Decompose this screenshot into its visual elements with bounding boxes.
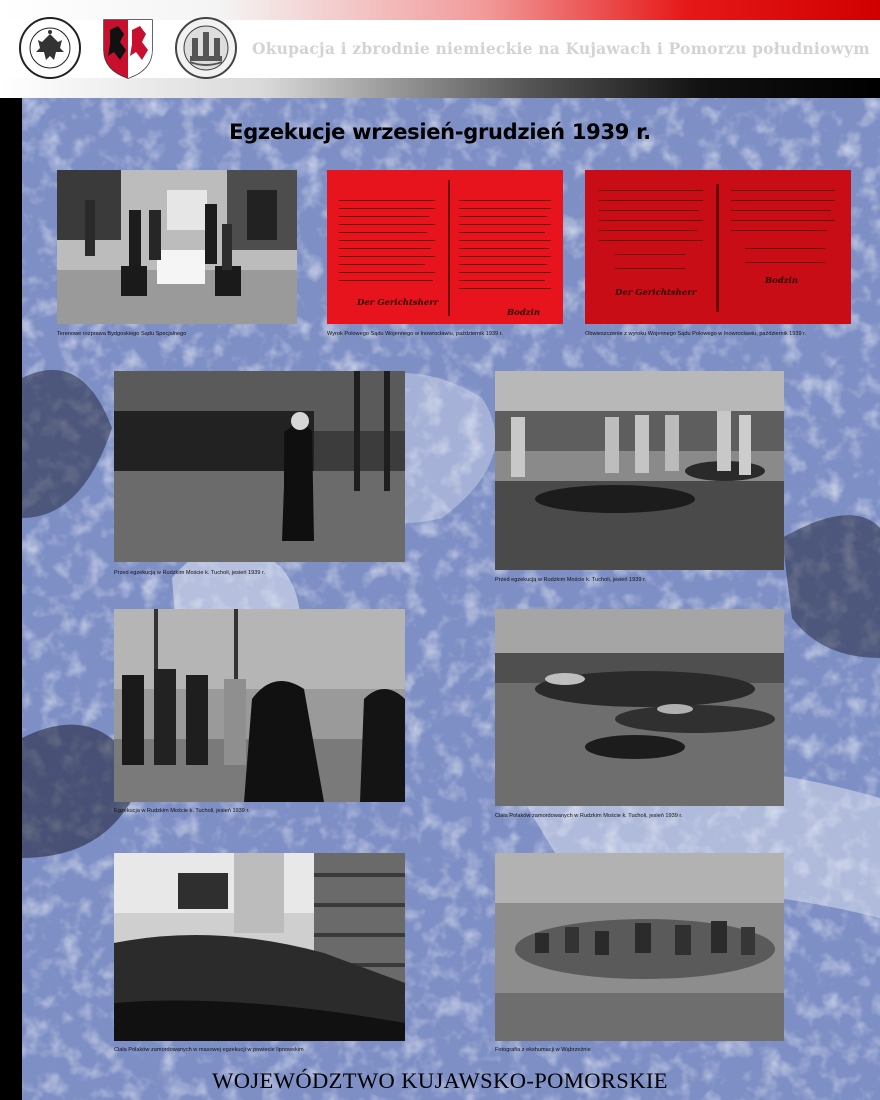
photo-before-execution-1	[114, 371, 405, 562]
doc-text-line	[615, 254, 685, 255]
doc-text-line	[339, 200, 435, 201]
photo-before-execution-2	[495, 371, 784, 570]
doc-text-line	[339, 248, 431, 249]
doc-text-line	[599, 190, 703, 191]
doc-divider	[448, 180, 450, 316]
main-title: Egzekucje wrzesień-grudzień 1939 r.	[229, 120, 651, 144]
ipn-seal-logo	[18, 16, 82, 80]
bydgoszcz-seal-logo	[174, 16, 238, 80]
doc-text-line	[599, 220, 703, 221]
doc-text-line	[599, 240, 703, 241]
doc-text-line	[339, 272, 435, 273]
photo-exhumation	[495, 853, 784, 1041]
photo-mass-execution	[114, 853, 405, 1041]
doc-text-line	[731, 210, 831, 211]
doc-text-line	[731, 190, 835, 191]
caption-mass-execution: Ciała Polaków zamordowanych w masowej egzekucji w powiecie lipnowskim	[114, 1047, 304, 1053]
doc-text-line	[599, 230, 697, 231]
doc-text-line	[339, 280, 433, 281]
doc-heading: Der Gerichtsherr	[357, 298, 439, 308]
header	[0, 0, 880, 98]
document-announcement	[585, 170, 851, 324]
caption-verdict: Wyrok Polowego Sądu Wojennego w Inowrocławiu, październik 1939 r.	[327, 331, 503, 337]
doc-text-line	[459, 272, 551, 273]
caption-exhumation: Fotografia z ekshumacji w Wąbrzeźnie	[495, 1047, 591, 1053]
doc-text-line	[459, 256, 551, 257]
caption-victims-bodies: Ciała Polaków zamordowanych w Rudzkim Moście k. Tucholi, jesień 1939 r.	[495, 813, 683, 819]
doc-text-line	[459, 208, 551, 209]
caption-court-session: Terenowe rozprawa Bydgoskiego Sądu Specjalnego	[57, 331, 187, 337]
doc-text-line	[339, 216, 429, 217]
doc-text-line	[339, 256, 435, 257]
doc-text-line	[615, 268, 685, 269]
doc-divider	[716, 184, 719, 312]
doc-text-line	[459, 248, 549, 249]
doc-text-line	[459, 200, 551, 201]
document-verdict	[327, 170, 563, 324]
doc-text-line	[745, 262, 825, 263]
doc-text-line	[599, 210, 699, 211]
caption-before-execution-2: Przed egzekucją w Rudzkim Moście k. Tucholi, jesień 1939 r.	[495, 577, 647, 583]
doc-text-line	[731, 200, 835, 201]
doc-signature: Bodzin	[507, 308, 541, 318]
doc-heading: Der Gerichtsherr	[615, 288, 697, 298]
kujawsko-pomorskie-coat-of-arms-logo	[96, 16, 160, 80]
caption-announcement: Obwieszczenie z wyroku Wojennego Sądu Polowego w Inowrocławiu, październik 1939 r.	[585, 331, 807, 337]
doc-text-line	[599, 200, 703, 201]
doc-text-line	[459, 216, 547, 217]
doc-text-line	[339, 208, 435, 209]
doc-text-line	[339, 232, 427, 233]
doc-text-line	[339, 240, 435, 241]
doc-text-line	[459, 280, 545, 281]
doc-text-line	[745, 248, 825, 249]
doc-text-line	[459, 288, 551, 289]
doc-text-line	[459, 224, 551, 225]
doc-text-line	[339, 264, 425, 265]
header-black-gradient-bar	[0, 78, 880, 98]
doc-signature: Bodzin	[765, 276, 799, 286]
footer-title: WOJEWÓDZTWO KUJAWSKO-POMORSKIE	[212, 1068, 668, 1093]
doc-text-line	[459, 264, 547, 265]
caption-execution: Egzekucja w Rudzkim Moście k. Tucholi, jesień 1939 r.	[114, 808, 250, 814]
left-black-bar	[0, 98, 22, 1100]
header-title: Okupacja i zbrodnie niemieckie na Kujawach i Pomorzu południowym	[252, 39, 870, 58]
caption-before-execution-1: Przed egzekucją w Rudzkim Moście k. Tucholi, jesień 1939 r.	[114, 570, 266, 576]
doc-text-line	[459, 232, 545, 233]
doc-text-line	[731, 220, 835, 221]
doc-text-line	[339, 224, 435, 225]
photo-victims-bodies	[495, 609, 784, 806]
doc-text-line	[459, 240, 551, 241]
photo-execution	[114, 609, 405, 802]
doc-text-line	[731, 230, 827, 231]
photo-court-session	[57, 170, 297, 324]
